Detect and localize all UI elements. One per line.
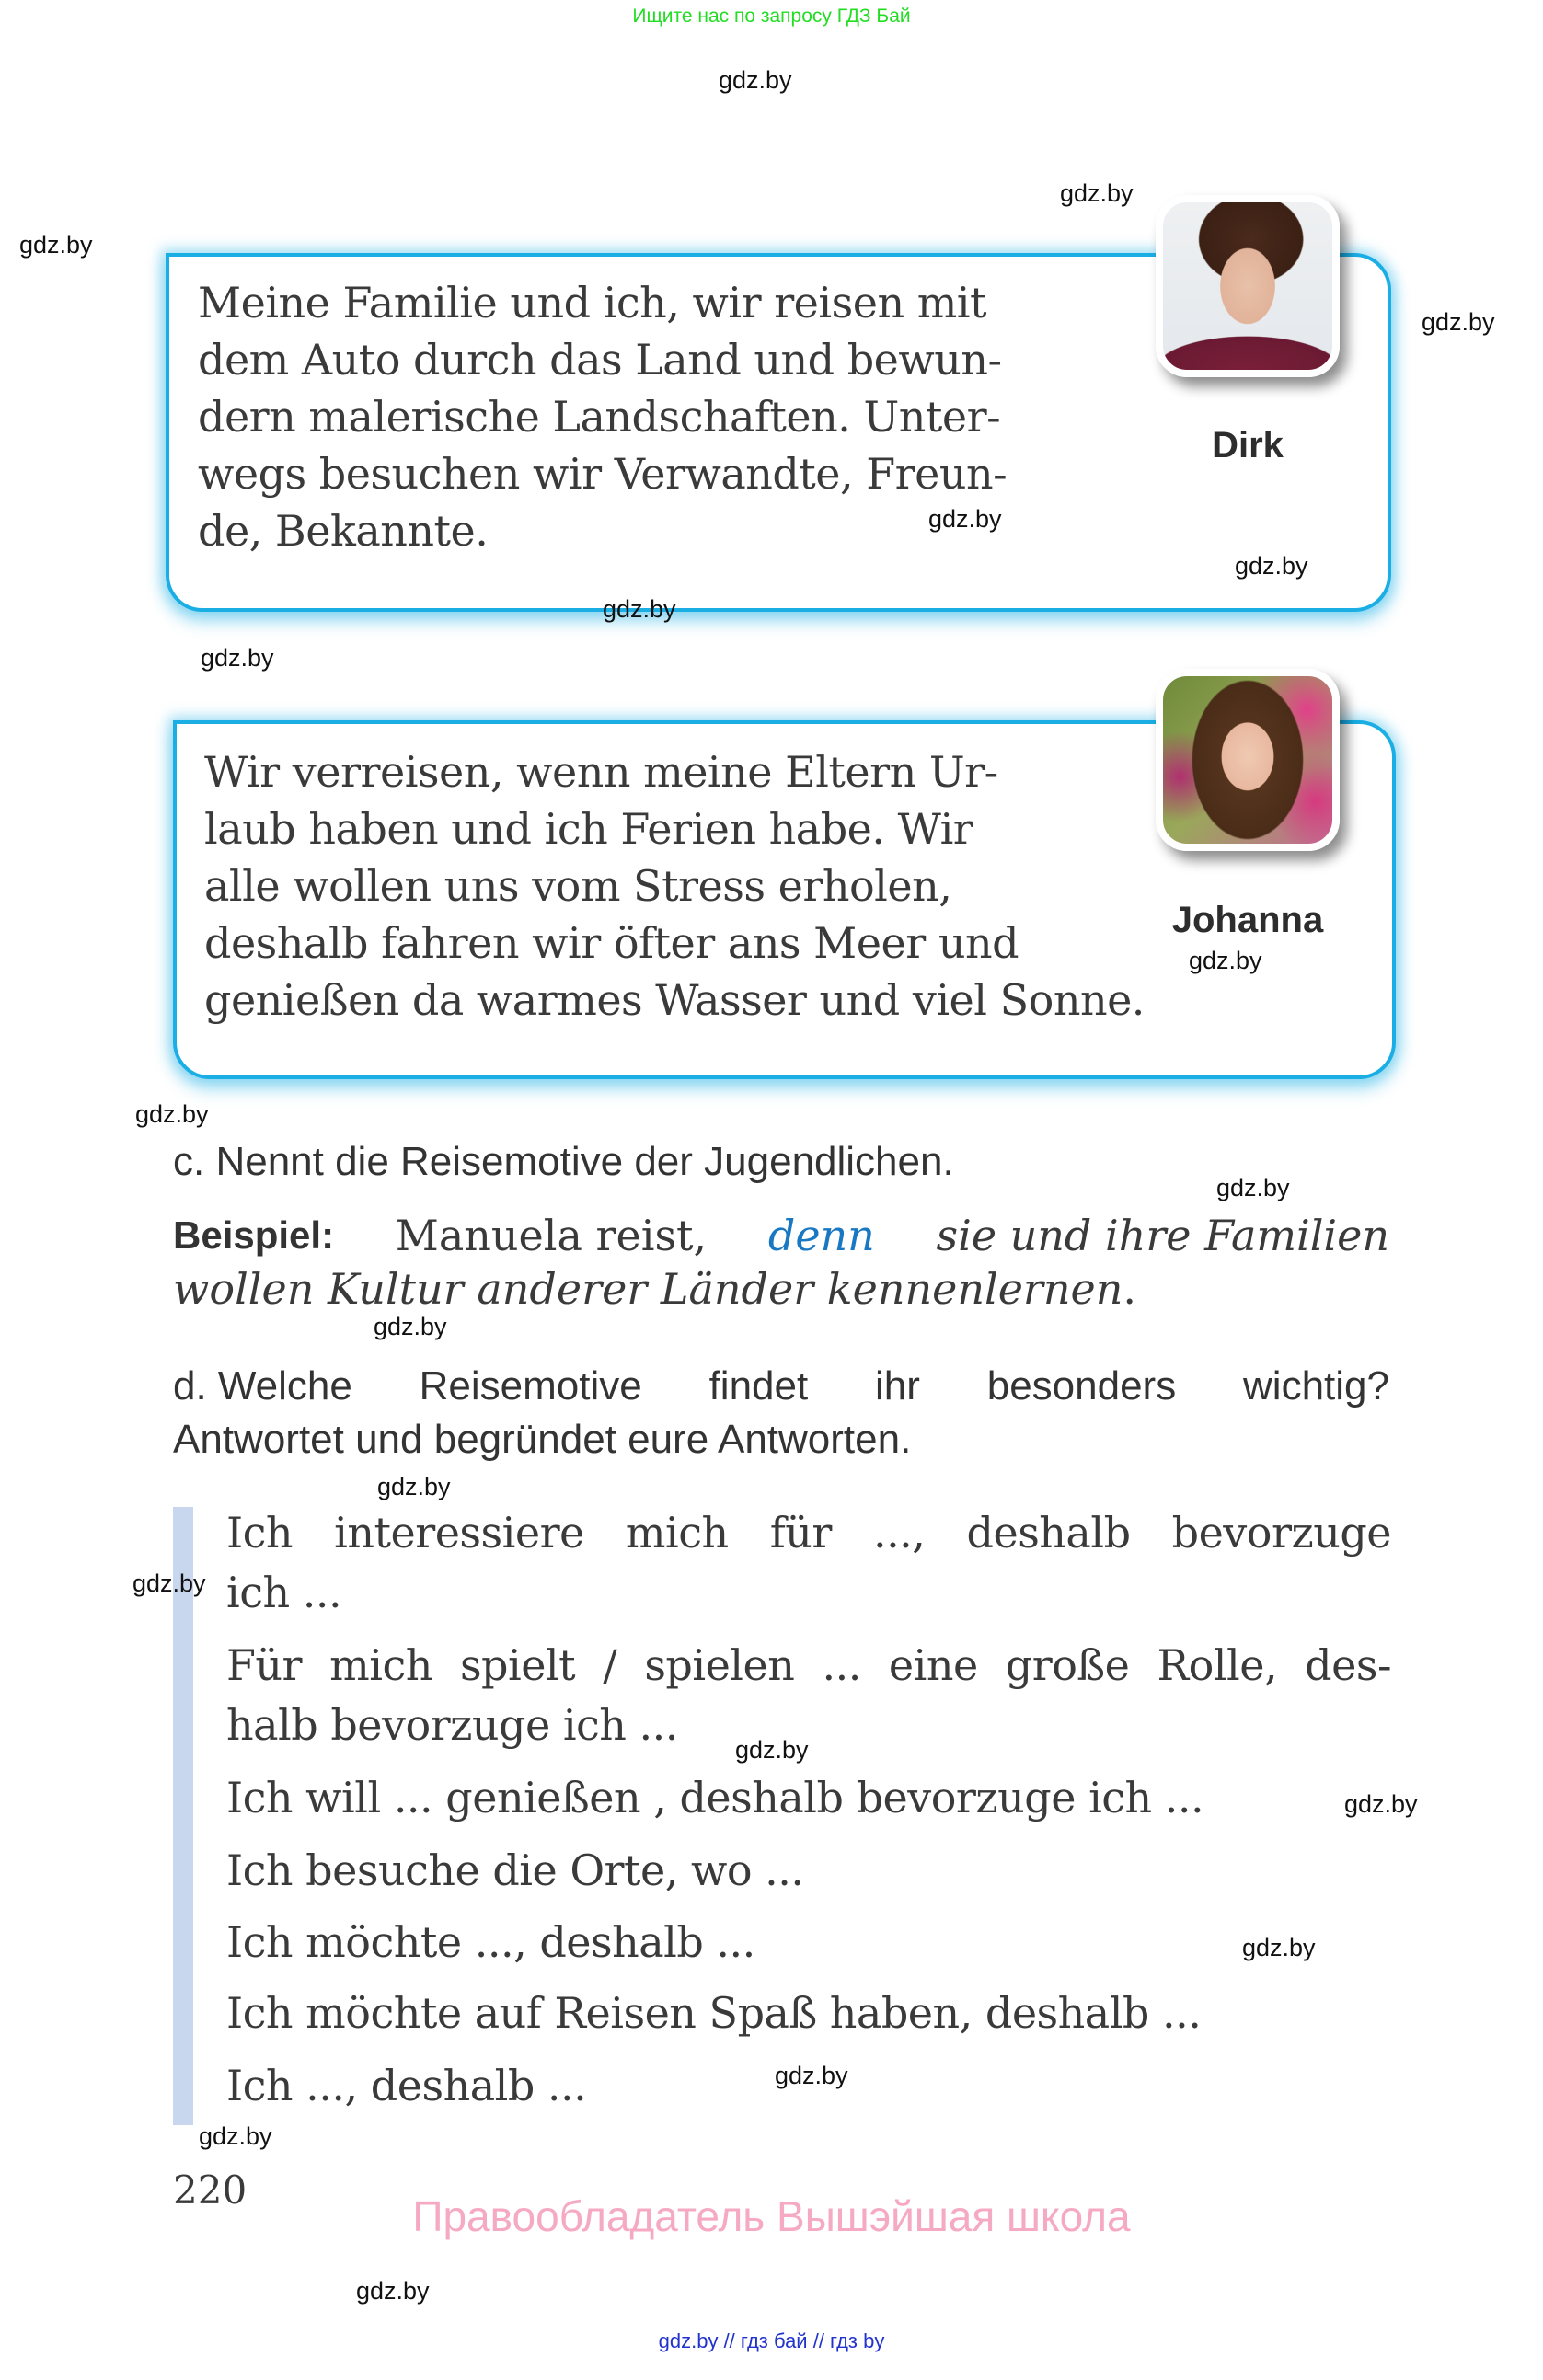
footer-links[interactable]: gdz.by // гдз бай // гдз by	[658, 2329, 885, 2352]
example-sentence	[173, 1209, 1389, 1316]
task-d-heading	[173, 1360, 1389, 1466]
phrase-item: Ich besuche die Orte, wo ...	[226, 1845, 804, 1895]
phrase-item	[226, 1636, 1391, 1695]
watermark: gdz.by	[199, 2122, 272, 2150]
watermark: gdz.by	[719, 66, 792, 94]
text-line: genießen da warmes Wasser und viel Sonne.	[204, 975, 1145, 1025]
watermark: gdz.by	[374, 1313, 447, 1340]
phrase-item: ich ...	[226, 1568, 342, 1617]
task-d-word: d. Welche	[173, 1363, 352, 1408]
example-italic-line2: wollen Kultur anderer Länder kennenlernen	[173, 1264, 1123, 1314]
person-name-dirk: Dirk	[1212, 425, 1284, 466]
page-number: 220	[173, 2167, 248, 2213]
watermark: gdz.by	[356, 2277, 430, 2305]
example-end: .	[1123, 1264, 1137, 1314]
watermark: gdz.by	[1235, 552, 1308, 580]
example-italic-line1: sie und ihre Familien	[936, 1211, 1389, 1260]
watermark: gdz.by	[201, 644, 274, 672]
watermark: gdz.by	[132, 1569, 206, 1597]
watermark: gdz.by	[1216, 1174, 1290, 1201]
text-line: Meine Familie und ich, wir reisen mit	[198, 278, 987, 328]
phrase-text: Ich interessiere mich für ..., deshalb bevorzuge	[226, 1508, 1391, 1558]
example-label: Beispiel:	[173, 1213, 335, 1257]
text-line: laub haben und ich Ferien habe. Wir	[204, 804, 973, 854]
text-line: dern malerische Landschaften. Unter-	[198, 392, 1001, 442]
person-name-johanna: Johanna	[1171, 900, 1324, 940]
girl-portrait-icon	[1156, 669, 1340, 851]
card-text-johanna	[204, 743, 1244, 1029]
phrase-item: Ich möchte auf Reisen Spaß haben, deshalb ...	[226, 1988, 1202, 2038]
watermark: gdz.by	[603, 595, 676, 623]
text-line: Wir verreisen, wenn meine Eltern Ur-	[204, 747, 998, 797]
task-d-line2: Antwortet und begründet eure Antworten.	[173, 1417, 912, 1462]
watermark: gdz.by	[928, 505, 1002, 533]
phrase-item: halb bevorzuge ich ...	[226, 1700, 678, 1750]
phrase-item	[226, 1503, 1391, 1562]
watermark: gdz.by	[377, 1473, 451, 1500]
phrase-item: Ich möchte ..., deshalb ...	[226, 1917, 755, 1967]
task-d-word: wichtig?	[1243, 1363, 1389, 1408]
watermark: gdz.by	[1060, 179, 1134, 207]
text-line: deshalb fahren wir öfter ans Meer und	[204, 918, 1019, 968]
watermark: gdz.by	[1344, 1790, 1418, 1818]
text-line: alle wollen uns vom Stress erholen,	[204, 861, 952, 911]
watermark: gdz.by	[1189, 947, 1262, 974]
example-plain: Manuela reist,	[395, 1211, 708, 1260]
phrase-item: Ich ..., deshalb ...	[226, 2061, 587, 2110]
phrase-item: Ich will ... genießen , deshalb bevorzuge ich ...	[226, 1773, 1204, 1822]
example-highlight: denn	[767, 1211, 875, 1260]
watermark: gdz.by	[135, 1100, 209, 1128]
phrase-list-bar	[173, 1507, 193, 2125]
task-c-heading: c. Nennt die Reisemotive der Jugendlichen.	[173, 1139, 954, 1184]
promo-banner: Ищите нас по запросу ГДЗ Бай	[632, 6, 911, 27]
boy-portrait-icon	[1156, 195, 1340, 377]
watermark: gdz.by	[19, 231, 93, 259]
text-line: wegs besuchen wir Verwandte, Freun-	[198, 449, 1008, 499]
watermark: gdz.by	[735, 1736, 809, 1764]
watermark: gdz.by	[775, 2062, 848, 2089]
watermark: gdz.by	[1422, 308, 1495, 336]
watermark: gdz.by	[1242, 1934, 1316, 1961]
task-d-word: findet	[708, 1363, 809, 1408]
copyright-notice: Правообладатель Вышэйшая школа	[412, 2192, 1131, 2240]
task-d-word: ihr	[875, 1363, 920, 1408]
task-d-word: besonders	[986, 1363, 1177, 1408]
text-line: de, Bekannte.	[198, 506, 489, 556]
task-d-word: Reisemotive	[419, 1363, 642, 1408]
phrase-text: Für mich spielt / spielen ... eine große Rolle, des-	[226, 1640, 1391, 1690]
text-line: dem Auto durch das Land und bewun-	[198, 335, 1002, 385]
